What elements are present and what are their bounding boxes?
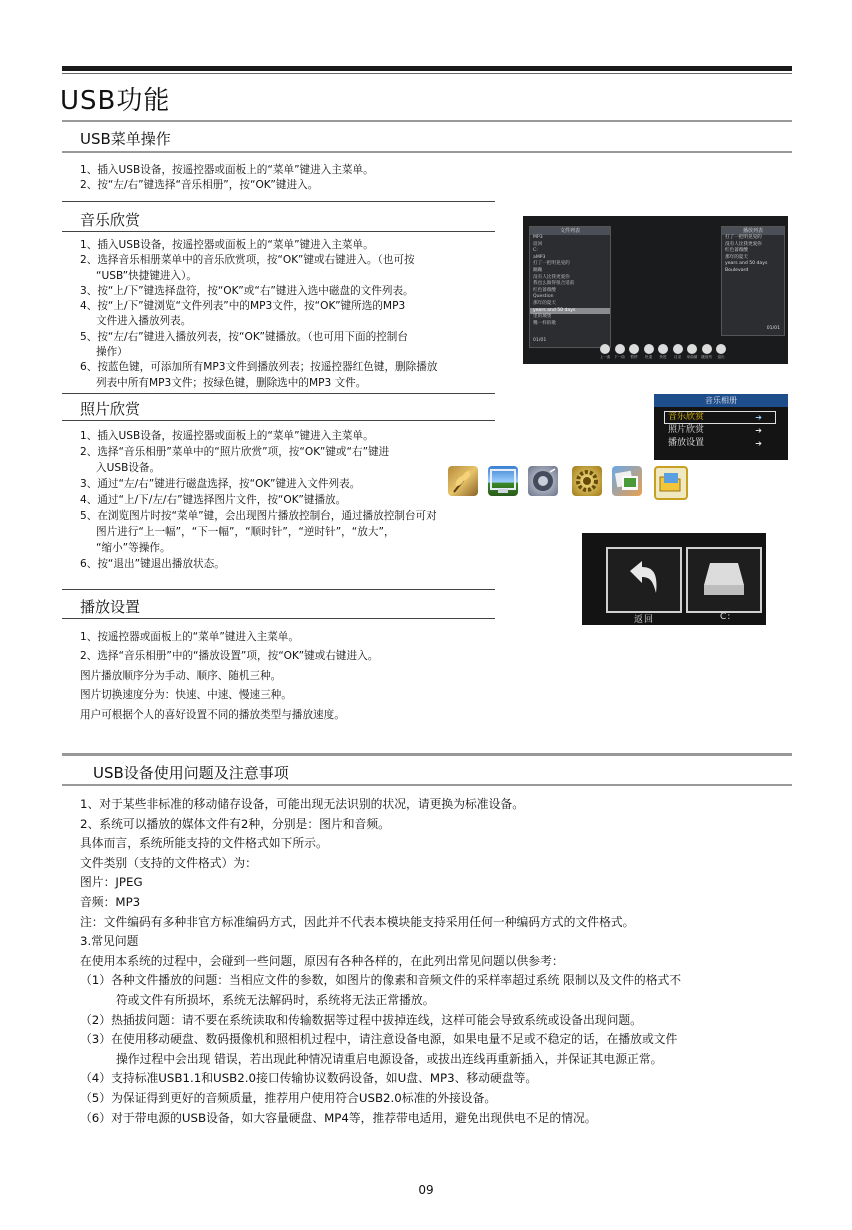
player-control-label: 快退 — [644, 355, 653, 359]
step-line: 1、插入USB设备，按遥控器或面板上的“菜单”键进入主菜单。 — [80, 239, 374, 251]
play-list-item[interactable]: 打了一把明晃晃的 — [725, 235, 762, 240]
step-line: 2、选择音乐相册菜单中的音乐欣赏项，按“OK”键或右键进入。（也可按 — [80, 254, 415, 267]
photo-heading: 照片欣赏 — [80, 400, 141, 418]
text-line: 注：文件编码有多种非官方标准编码方式，因此并不代表本模块能支持采用任何一种编码方式的文件格式。 — [80, 914, 635, 929]
wheat-icon[interactable] — [448, 466, 478, 496]
section-divider — [62, 753, 792, 756]
file-list-item[interactable]: 打了一把明晃晃的 — [533, 261, 570, 267]
album-menu-item-music[interactable]: 音乐欣赏 ➔ — [664, 411, 776, 424]
top-rule-thin — [62, 73, 792, 74]
drive-icon — [688, 549, 760, 611]
play-list-item[interactable]: 没有人比我更爱你 — [725, 241, 762, 247]
text-line: 图片切换速度分为：快速、中速、慢速三种。 — [80, 689, 292, 702]
player-control-button[interactable] — [629, 344, 639, 354]
text-line: （5）为保证得到更好的音频质量，推荐用户使用符合USB2.0标准的外接设备。 — [80, 1090, 497, 1105]
step-line: 2、选择“音乐相册”菜单中的“照片欣赏”项，按“OK”键或“右”键进 — [80, 446, 390, 458]
folder-icon[interactable] — [654, 466, 688, 500]
file-list-item[interactable]: 我也么做得很合适前 — [533, 281, 575, 287]
step-line: “缩小”等操作。 — [96, 542, 171, 554]
back-arrow-icon — [608, 549, 680, 611]
text-line: 具体而言，系统所能支持的文件格式如下所示。 — [80, 836, 328, 851]
file-list-item[interactable]: 返回 — [533, 241, 543, 247]
text-line: 文件类别（支持的文件格式）为： — [80, 855, 257, 870]
player-control-label: 下一曲 — [614, 355, 625, 359]
player-control-button[interactable] — [600, 344, 610, 354]
play-list-item[interactable]: 红色蔷薇酸 — [725, 248, 748, 254]
menu-icons-row — [448, 466, 694, 500]
file-counter: 01/01 — [533, 338, 547, 344]
step-line: 6、按“退出”键退出播放状态。 — [80, 558, 225, 570]
gear-icon[interactable] — [572, 466, 602, 496]
album-menu-item-settings[interactable]: 播放设置 ➔ — [668, 438, 762, 448]
step-line: “USB”快捷键进入）。 — [96, 269, 197, 282]
music-heading: 音乐欣赏 — [80, 211, 141, 229]
file-list-item[interactable]: Question — [533, 294, 554, 300]
player-control-button[interactable] — [644, 344, 654, 354]
album-menu-title: 音乐相册 — [654, 394, 788, 407]
text-line: 1、对于某些非标准的移动储存设备，可能出现无法识别的状况，请更换为标准设备。 — [80, 797, 524, 811]
arrow-right-icon: ➔ — [755, 413, 762, 422]
step-line: 入USB设备。 — [96, 462, 161, 474]
issues-heading: USB设备使用问题及注意事项 — [93, 764, 289, 782]
player-controls — [598, 344, 728, 360]
subsection-divider — [62, 393, 495, 394]
step-line: 3、按“上/下”键选择盘符，按“OK”或“右”键进入选中磁盘的文件列表。 — [80, 284, 414, 297]
file-list-item[interactable]: aMP3 — [533, 254, 546, 260]
text-line: 在使用本系统的过程中，会碰到一些问题，原因有各种各样的，在此列出常见问题以供参考： — [80, 953, 564, 968]
play-list-title: 播放列表 — [722, 227, 784, 235]
back-label: 返回 — [634, 615, 655, 625]
file-list-item[interactable]: 那年的夏天 — [533, 300, 556, 306]
step-line: 操作） — [96, 346, 128, 359]
arrow-right-icon: ➔ — [755, 426, 762, 435]
file-list-title: 文件列表 — [530, 227, 610, 235]
text-line: （2）热插拔问题：请不要在系统读取和传输数据等过程中拔掉连线，这样可能会导致系统或设备出现问题。 — [80, 1012, 642, 1027]
text-line: 操作过程中会出现 错误，若出现此种情况请重启电源设备，或拔出连线再重新插入，并保证其电源正常。 — [116, 1051, 663, 1066]
text-line: 图片：JPEG — [80, 875, 143, 890]
play-list-panel — [721, 226, 785, 336]
usb-menu-heading: USB菜单操作 — [80, 130, 171, 148]
section-divider — [62, 151, 792, 153]
issues-lines — [80, 795, 681, 1128]
file-list-item[interactable]: 蹦蹦 — [533, 267, 543, 273]
player-control-label: 快进 — [659, 355, 667, 359]
subsection-divider — [62, 618, 495, 619]
step-line: 列表中所有MP3文件；按绿色键，删除选中的MP3 文件。 — [96, 376, 367, 389]
play-list-item[interactable]: Boulevard — [725, 267, 749, 273]
text-line: 符或文件有所损坏，系统无法解码时，系统将无法正常播放。 — [116, 992, 435, 1007]
top-rule — [62, 66, 792, 71]
section-divider — [62, 784, 792, 786]
subsection-divider — [62, 201, 495, 202]
subsection-divider — [62, 231, 495, 232]
photo-steps — [80, 428, 437, 572]
album-menu-screenshot — [654, 394, 788, 460]
file-list-item[interactable]: MP3 — [533, 235, 543, 240]
text-line: 2、选择“音乐相册”中的“播放设置”项，按“OK”键或右键进入。 — [80, 650, 379, 663]
step-line: 3、通过“左/右”键进行磁盘选择，按“OK”键进入文件列表。 — [80, 478, 361, 490]
file-list-item[interactable]: 里的城堡 — [533, 314, 552, 320]
back-tile[interactable] — [606, 547, 682, 613]
file-list-item[interactable]: 没有人比我更爱你 — [533, 274, 570, 280]
player-control-button[interactable] — [658, 344, 668, 354]
subsection-divider — [62, 589, 495, 590]
player-control-button[interactable] — [716, 344, 726, 354]
page-title: USB功能 — [60, 86, 171, 116]
step-line: 1、插入USB设备，按遥控器或面板上的“菜单”键进入主菜单。 — [80, 430, 374, 442]
player-control-button[interactable] — [687, 344, 697, 354]
step-line: 1、插入USB设备，按遥控器或面板上的“菜单”键进入主菜单。 — [80, 164, 374, 176]
step-line: 5、按“左/右”键进入播放列表，按“OK”键播放。（也可用下面的控制台 — [80, 330, 408, 343]
text-line: 1、按遥控器或面板上的“菜单”键进入主菜单。 — [80, 631, 299, 643]
play-counter: 01/01 — [766, 326, 780, 332]
arrow-right-icon: ➔ — [755, 439, 762, 448]
subsection-divider — [62, 420, 495, 421]
usb-menu-steps — [80, 163, 374, 194]
landscape-icon[interactable] — [488, 466, 518, 496]
text-line: 图片播放顺序分为手动、顺序、随机三种。 — [80, 669, 282, 682]
player-control-label: 上一曲 — [599, 355, 611, 359]
file-list-panel — [529, 226, 611, 348]
text-line: （6）对于带电源的USB设备，如大容量硬盘、MP4等，推荐带电适用，避免出现供电不足的情况。 — [80, 1110, 597, 1125]
step-line: 4、按“上/下”键浏览“文件列表”中的MP3文件，按“OK”键所选的MP3 — [80, 300, 406, 313]
text-line: 2、系统可以播放的媒体文件有2种，分别是：图片和音频。 — [80, 816, 390, 831]
step-line: 5、在浏览图片时按“菜单”键，会出现图片播放控制台，通过播放控制台可对 — [80, 510, 437, 522]
playback-heading: 播放设置 — [80, 598, 141, 616]
step-line: 文件进入播放列表。 — [96, 315, 192, 328]
music-player-screenshot — [523, 216, 788, 364]
player-control-label: 目录 — [673, 355, 682, 359]
step-line: 图片进行“上一幅”，“下一幅”，“顺时针”，“逆时针”，“放大”， — [96, 526, 395, 538]
step-line: 2、按“左/右”键选择“音乐相册”，按“OK”键进入。 — [80, 179, 319, 192]
photos-icon[interactable] — [612, 466, 642, 496]
play-list-item[interactable]: 那年的夏天 — [725, 254, 748, 260]
drive-tile[interactable] — [686, 547, 762, 613]
player-control-label: 播放列 — [701, 355, 712, 359]
file-list-item[interactable]: 嘴一样的歌 — [533, 320, 556, 326]
text-line: 用户可根据个人的喜好设置不同的播放类型与播放速度。 — [80, 708, 345, 721]
playback-lines — [80, 628, 378, 725]
text-line: 3.常见问题 — [80, 934, 139, 949]
player-control-label: 暂停 — [630, 355, 638, 359]
player-control-label: 退出 — [717, 355, 725, 359]
file-list-item[interactable]: 红色蔷薇酸 — [533, 287, 556, 293]
file-list-item[interactable]: years and 50 days — [530, 308, 610, 315]
player-control-label: 单曲循 — [686, 355, 698, 359]
text-line: 音频：MP3 — [80, 894, 141, 909]
drive-select-screenshot — [582, 533, 766, 625]
step-line: 4、通过“上/下/左/右”键选择图片文件，按“OK”键播放。 — [80, 494, 347, 506]
player-control-button[interactable] — [615, 344, 625, 354]
text-line: （3）在使用移动硬盘、数码摄像机和照相机过程中，请注意设备电源，如果电量不足或不稳定的话，在播放或文件 — [80, 1032, 678, 1047]
speaker-icon[interactable] — [528, 466, 558, 496]
play-list-item[interactable]: years and 50 days — [725, 261, 768, 267]
page-number: 09 — [418, 1183, 434, 1197]
player-control-button[interactable] — [673, 344, 683, 354]
text-line: （4）支持标准USB1.1和USB2.0接口传输协议数码设备，如U盘、MP3、移动硬盘等。 — [80, 1071, 538, 1086]
music-steps — [80, 238, 437, 391]
album-menu-item-photo[interactable]: 照片欣赏 ➔ — [668, 425, 762, 435]
section-divider — [62, 120, 792, 122]
step-line: 6、按蓝色键，可添加所有MP3文件到播放列表；按遥控器红色键，删除播放 — [80, 361, 438, 374]
player-control-button[interactable] — [702, 344, 712, 354]
drive-label: C: — [720, 612, 732, 622]
file-list-item[interactable]: C: — [533, 248, 538, 254]
text-line: （1）各种文件播放的问题：当相应文件的参数，如图片的像素和音频文件的采样率超过系统 限制以及文件的格式不 — [80, 973, 682, 988]
